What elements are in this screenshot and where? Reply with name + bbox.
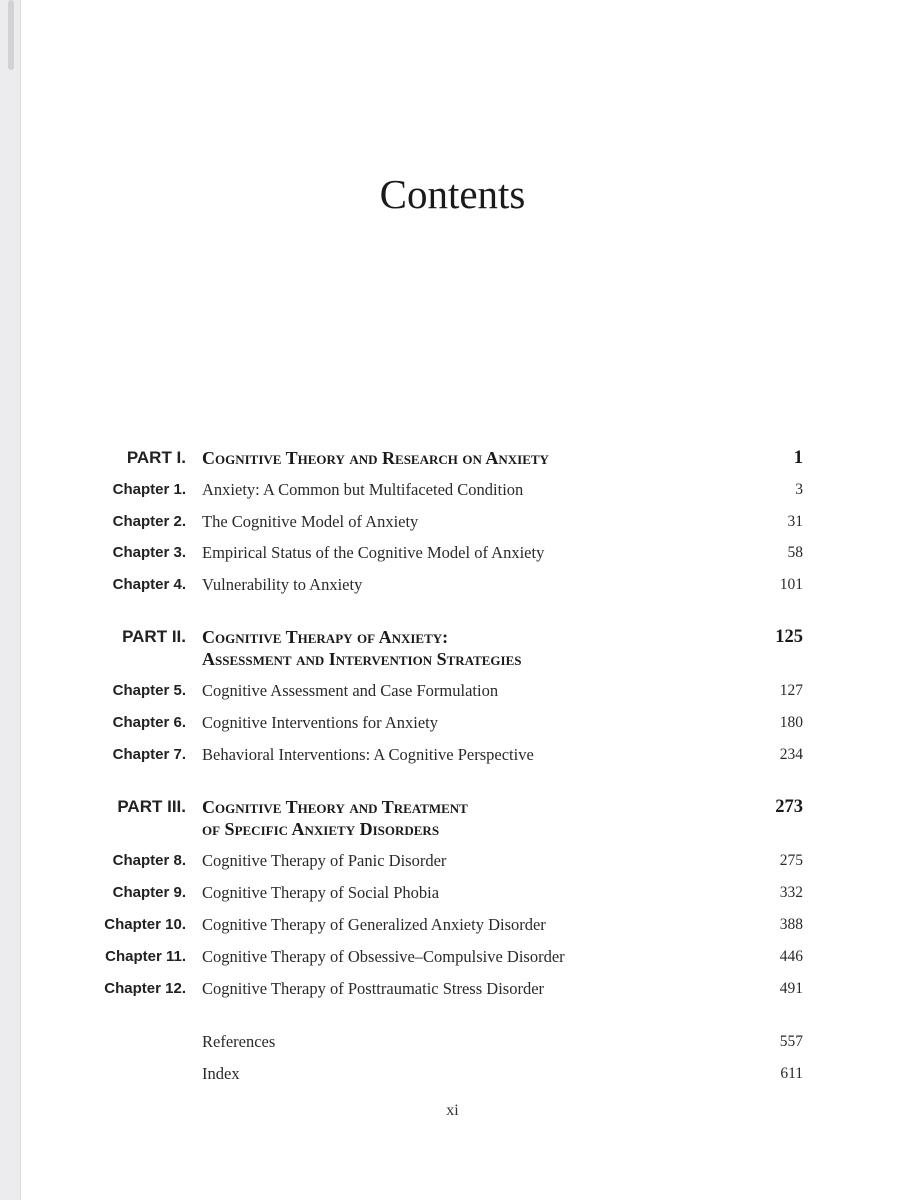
entry-page-number: 491 — [779, 980, 803, 997]
toc-part-entry[interactable] — [0, 626, 905, 669]
entry-title: Behavioral Interventions: A Cognitive Perspective — [202, 745, 534, 764]
entry-label: Chapter 6. — [112, 714, 186, 731]
entry-title: Cognitive Therapy of Anxiety: — [202, 627, 449, 647]
toc-entry[interactable] — [0, 680, 905, 702]
toc-entry[interactable] — [0, 479, 905, 501]
entry-label: Chapter 4. — [112, 576, 186, 593]
entry-page-number: 332 — [779, 884, 803, 901]
toc-entry[interactable] — [0, 511, 905, 533]
entry-title: Cognitive Therapy of Panic Disorder — [202, 851, 447, 870]
entry-page-number: 58 — [787, 544, 803, 561]
entry-label: Chapter 12. — [104, 980, 186, 997]
entry-title: References — [202, 1032, 276, 1051]
entry-label: Chapter 3. — [112, 544, 186, 561]
toc-entry[interactable] — [0, 1031, 905, 1053]
page-number: xi — [446, 1102, 459, 1119]
toc-entry[interactable] — [0, 850, 905, 872]
toc-part-entry[interactable] — [0, 447, 905, 469]
toc-entry[interactable] — [0, 744, 905, 766]
entry-page-number: 275 — [779, 852, 803, 869]
toc-entry[interactable] — [0, 574, 905, 596]
entry-title: Vulnerability to Anxiety — [202, 575, 363, 594]
entry-page-number: 180 — [779, 714, 803, 731]
page-title: Contents — [379, 171, 526, 217]
entry-label: PART III. — [117, 797, 186, 816]
entry-label: Chapter 10. — [104, 916, 186, 933]
entry-label: Chapter 11. — [105, 948, 186, 965]
entry-title: The Cognitive Model of Anxiety — [202, 512, 419, 531]
entry-title: Cognitive Therapy of Social Phobia — [202, 883, 440, 902]
toc-entry[interactable] — [0, 914, 905, 936]
entry-title: Cognitive Therapy of Obsessive–Compulsive Disorder — [202, 947, 565, 966]
entry-label: Chapter 9. — [112, 884, 186, 901]
entry-page-number: 1 — [793, 448, 803, 468]
entry-title: Cognitive Therapy of Posttraumatic Stress Disorder — [202, 979, 545, 998]
entry-page-number: 446 — [779, 948, 803, 965]
entry-page-number: 3 — [795, 481, 803, 498]
entry-page-number: 388 — [779, 916, 803, 933]
entry-page-number: 101 — [779, 576, 803, 593]
entry-label: Chapter 2. — [112, 513, 186, 530]
entry-title: Index — [202, 1064, 240, 1083]
entry-page-number: 31 — [787, 513, 803, 530]
entry-title: Cognitive Theory and Research on Anxiety — [202, 448, 549, 468]
toc-entry[interactable] — [0, 712, 905, 734]
toc-entry[interactable] — [0, 882, 905, 904]
entry-title-line2: Assessment and Intervention Strategies — [202, 649, 522, 669]
entry-page-number: 127 — [779, 682, 803, 699]
entry-title: Cognitive Interventions for Anxiety — [202, 713, 439, 732]
entry-title: Empirical Status of the Cognitive Model of Anxiety — [202, 543, 545, 562]
entry-page-number: 611 — [780, 1065, 803, 1082]
entry-page-number: 557 — [779, 1033, 803, 1050]
toc-entry[interactable] — [0, 946, 905, 968]
entry-label: Chapter 8. — [112, 852, 186, 869]
entry-title: Cognitive Therapy of Generalized Anxiety Disorder — [202, 915, 546, 934]
scrollbar-thumb[interactable] — [8, 0, 14, 70]
entry-label: Chapter 1. — [112, 481, 186, 498]
entry-title-line2: of Specific Anxiety Disorders — [202, 819, 440, 839]
entry-title: Cognitive Theory and Treatment — [202, 797, 468, 817]
entry-page-number: 234 — [779, 746, 803, 763]
entry-title: Cognitive Assessment and Case Formulation — [202, 681, 499, 700]
entry-page-number: 125 — [775, 627, 803, 647]
toc-entry[interactable] — [0, 1063, 905, 1085]
toc-entry[interactable] — [0, 978, 905, 1000]
toc-entry[interactable] — [0, 542, 905, 564]
entry-label: Chapter 7. — [112, 746, 186, 763]
entry-label: PART I. — [126, 448, 186, 467]
entry-label: Chapter 5. — [112, 682, 186, 699]
entry-page-number: 273 — [775, 797, 803, 817]
entry-label: PART II. — [122, 627, 186, 646]
entry-title: Anxiety: A Common but Multifaceted Condition — [202, 480, 524, 499]
toc-part-entry[interactable] — [0, 796, 905, 839]
